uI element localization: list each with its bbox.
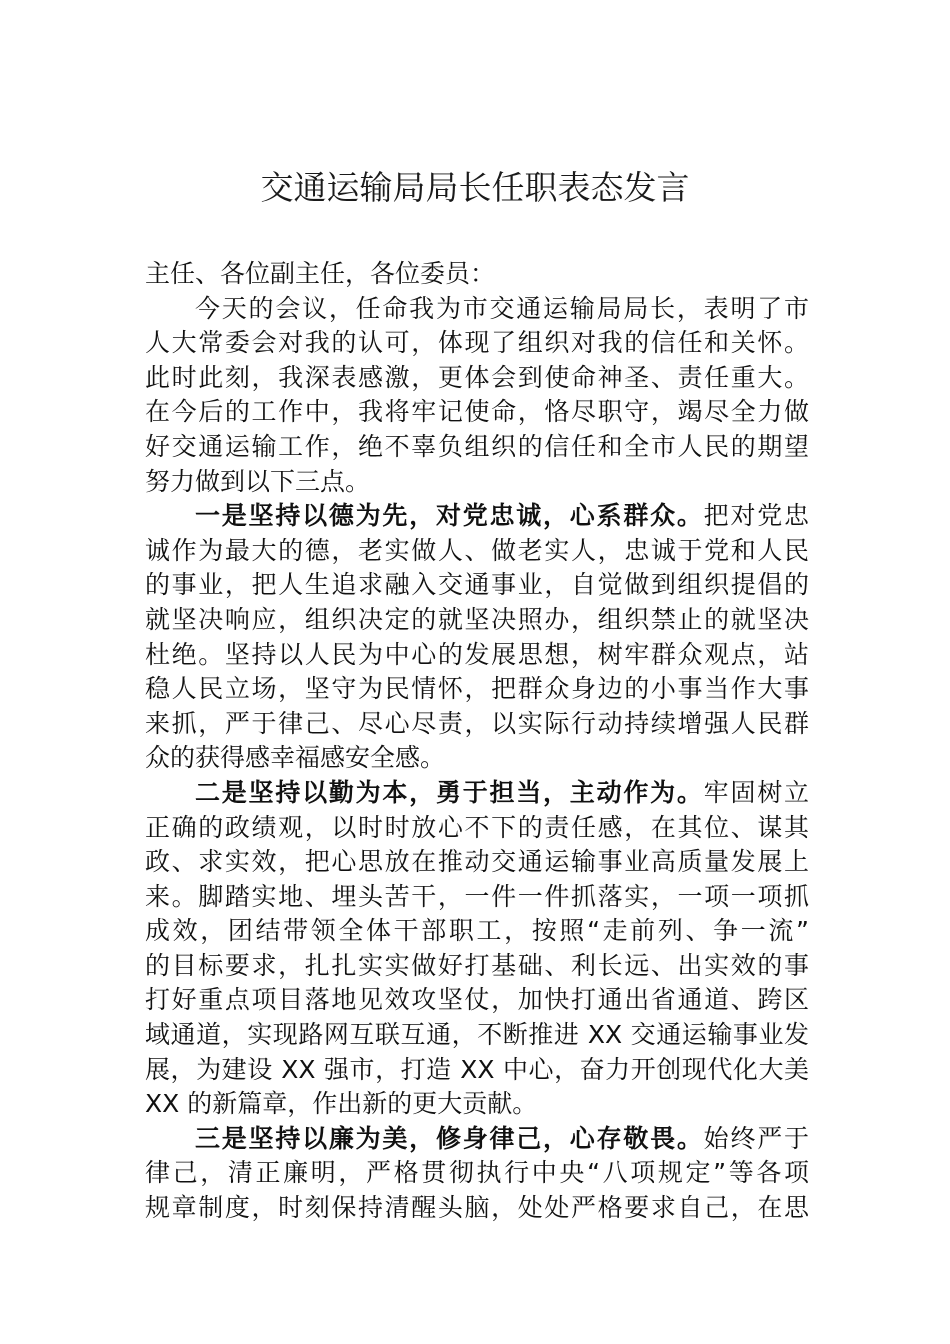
paragraph-3-line: 展，为建设 XX 强市，打造 XX 中心，奋力开创现代化大美 — [145, 1054, 809, 1084]
paragraph-3-line: 成效，团结带领全体干部职工，按照“走前列、争一流” — [145, 916, 809, 946]
paragraph-2-first-rest: 把对党忠 — [703, 501, 809, 531]
paragraph-2-line: 的事业，把人生追求融入交通事业，自觉做到组织提倡的 — [145, 570, 809, 600]
paragraph-1-line: 好交通运输工作，绝不辜负组织的信任和全市人民的期望 — [145, 431, 809, 461]
paragraph-2-line: 众的获得感幸福感安全感。 — [145, 743, 446, 773]
paragraph-3-line: 政、求实效，把心思放在推动交通运输事业高质量发展上 — [145, 847, 809, 877]
paragraph-3-line: 来。脚踏实地、埋头苦干，一件一件抓落实，一项一项抓 — [145, 881, 809, 911]
paragraph-4-line: 规章制度，时刻保持清醒头脑，处处严格要求自己，在思 — [145, 1193, 809, 1223]
paragraph-3-lead: 二是坚持以勤为本，勇于担当，主动作为。 — [195, 777, 704, 807]
paragraph-2-line: 来抓，严于律己、尽心尽责，以实际行动持续增强人民群 — [145, 708, 809, 738]
paragraph-2-line: 杜绝。坚持以人民为中心的发展思想，树牢群众观点，站 — [145, 639, 809, 669]
document-title: 交通运输局局长任职表态发言 — [260, 168, 690, 207]
paragraph-4-first-line — [145, 1122, 809, 1157]
document-body — [145, 257, 809, 1226]
paragraph-4-lead: 三是坚持以廉为美，修身律己，心存敬畏。 — [195, 1123, 704, 1153]
paragraph-4-first-rest: 始终严于 — [703, 1123, 809, 1153]
paragraph-2-first-line — [145, 499, 809, 534]
paragraph-1-line: 努力做到以下三点。 — [145, 466, 371, 496]
paragraph-1-line: 今天的会议，任命我为市交通运输局局长，表明了市 — [195, 293, 809, 323]
paragraph-3-line: 打好重点项目落地见效攻坚仗，加快打通出省通道、跨区 — [145, 985, 809, 1015]
paragraph-3-line: 域通道，实现路网互联互通，不断推进 XX 交通运输事业发 — [145, 1020, 809, 1050]
paragraph-3-first-line — [145, 776, 809, 811]
salutation: 主任、各位副主任，各位委员： — [145, 259, 496, 288]
paragraph-2-line: 稳人民立场，坚守为民情怀，把群众身边的小事当作大事 — [145, 674, 809, 704]
paragraph-1-line: 人大常委会对我的认可，体现了组织对我的信任和关怀。 — [145, 328, 809, 358]
paragraph-2-line: 诚作为最大的德，老实做人、做老实人，忠诚于党和人民 — [145, 535, 809, 565]
paragraph-4-line: 律己，清正廉明，严格贯彻执行中央“八项规定”等各项 — [145, 1158, 809, 1188]
paragraph-2-lead: 一是坚持以德为先，对党忠诚，心系群众。 — [195, 501, 704, 531]
paragraph-3-line: 的目标要求，扎扎实实做好打基础、利长远、出实效的事 — [145, 950, 809, 980]
paragraph-2-line: 就坚决响应，组织决定的就坚决照办，组织禁止的就坚决 — [145, 604, 809, 634]
paragraph-3-line: XX 的新篇章，作出新的更大贡献。 — [145, 1089, 538, 1119]
paragraph-1-line: 此时此刻，我深表感激，更体会到使命神圣、责任重大。 — [145, 362, 809, 392]
paragraph-3-first-rest: 牢固树立 — [703, 777, 809, 807]
paragraph-3-line: 正确的政绩观，以时时放心不下的责任感，在其位、谋其 — [145, 812, 809, 842]
paragraph-1-line: 在今后的工作中，我将牢记使命，恪尽职守，竭尽全力做 — [145, 397, 809, 427]
